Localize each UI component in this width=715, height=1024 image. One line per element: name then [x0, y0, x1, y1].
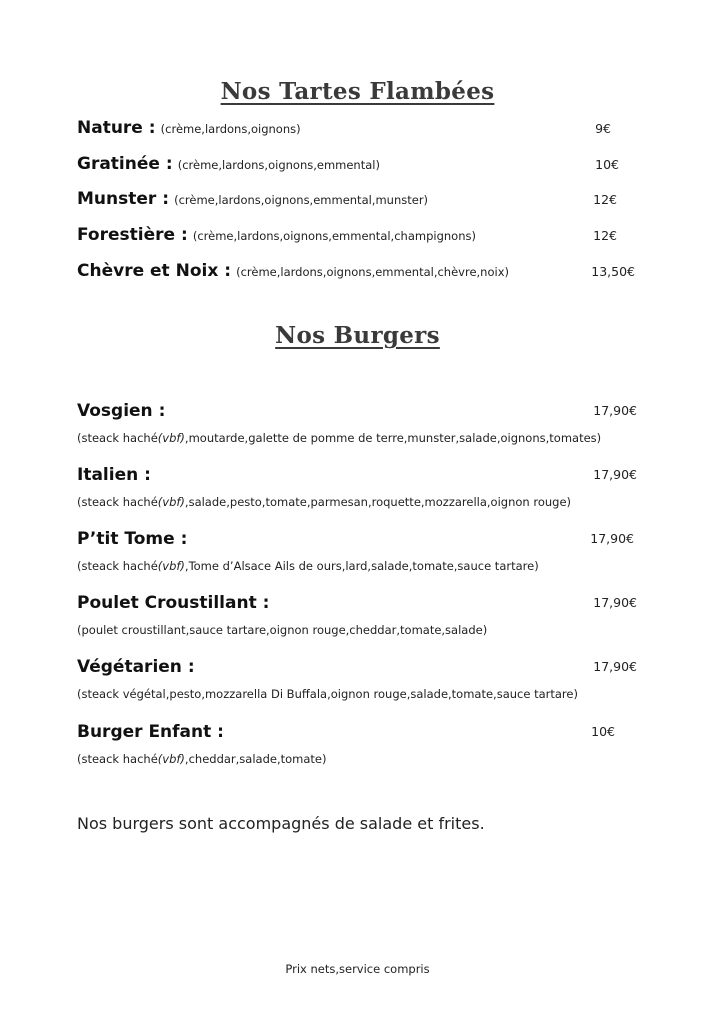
tarte-name: Gratinée : [77, 154, 173, 174]
burger-name: Italien : [77, 465, 151, 485]
burger-price: 17,90€ [590, 531, 634, 546]
burgers-accompaniment-note: Nos burgers sont accompagnés de salade et frites. [77, 814, 485, 833]
tarte-name: Nature : [77, 118, 156, 138]
burger-ingredients: (steack haché(vbf),moutarde,galette de pomme de terre,munster,salade,oignons,tomates) [77, 431, 602, 445]
tarte-ingredients: (crème,lardons,oignons,emmental,chèvre,noix) [236, 265, 509, 279]
tarte-ingredients: (crème,lardons,oignons,emmental,champignons) [192, 229, 476, 243]
burger-ingredients: (steack haché(vbf),Tome d’Alsace Ails de ours,lard,salade,tomate,sauce tartare) [77, 559, 539, 573]
tarte-item [77, 118, 637, 138]
burger-ingredients: (poulet croustillant,sauce tartare,oignon rouge,cheddar,tomate,salade) [77, 623, 488, 637]
burger-item [77, 722, 637, 766]
tarte-item [77, 189, 637, 209]
tarte-item [77, 225, 637, 245]
burger-name: Poulet Croustillant : [77, 593, 270, 613]
burger-item [77, 529, 637, 573]
tarte-item [77, 154, 637, 174]
tarte-ingredients: (crème,lardons,oignons,emmental) [177, 158, 380, 172]
burger-item [77, 593, 637, 637]
tarte-ingredients: (crème,lardons,oignons) [160, 122, 301, 136]
burger-price: 17,90€ [593, 467, 637, 482]
tarte-item [77, 261, 637, 281]
burger-ingredients: (steack haché(vbf),salade,pesto,tomate,parmesan,roquette,mozzarella,oignon rouge) [77, 495, 572, 509]
burger-ingredients: (steack haché(vbf),cheddar,salade,tomate) [77, 752, 327, 766]
burger-ingredients: (steack végétal,pesto,mozzarella Di Buffala,oignon rouge,salade,tomate,sauce tartare) [77, 687, 578, 701]
tarte-name: Munster : [77, 189, 169, 209]
burger-item [77, 657, 637, 701]
burger-price: 10€ [591, 724, 615, 739]
tarte-price: 10€ [595, 157, 619, 172]
burger-name: P’tit Tome : [77, 529, 188, 549]
burger-item [77, 401, 637, 445]
burgers-title: Nos Burgers [275, 322, 440, 349]
tarte-price: 12€ [593, 228, 617, 243]
burger-name: Burger Enfant : [77, 722, 224, 742]
tartes-title: Nos Tartes Flambées [220, 78, 495, 105]
burger-price: 17,90€ [593, 659, 637, 674]
tarte-name: Chèvre et Noix : [77, 261, 232, 281]
burger-price: 17,90€ [593, 403, 637, 418]
burger-item [77, 465, 637, 509]
tarte-ingredients: (crème,lardons,oignons,emmental,munster) [174, 193, 429, 207]
burger-price: 17,90€ [593, 595, 637, 610]
tarte-name: Forestière : [77, 225, 188, 245]
tarte-price: 9€ [595, 121, 611, 136]
tarte-price: 12€ [593, 192, 617, 207]
burger-name: Vosgien : [77, 401, 166, 421]
burger-name: Végétarien : [77, 657, 195, 677]
tarte-price: 13,50€ [591, 264, 635, 279]
prices-note: Prix nets,service compris [285, 962, 430, 976]
